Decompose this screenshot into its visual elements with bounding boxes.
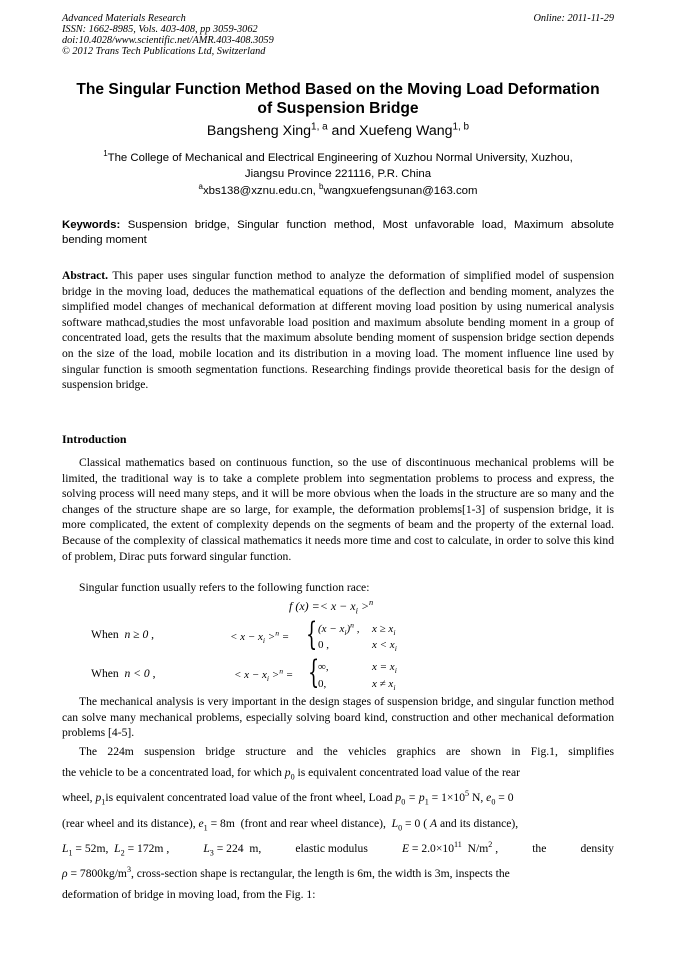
affiliation <box>62 150 614 182</box>
email-a[interactable]: xbs138@xznu.edu.cn, <box>202 185 319 197</box>
email-a-marker: a <box>198 182 203 192</box>
case-condition-1: When n ≥ 0 , <box>91 628 155 641</box>
journal-name: Advanced Materials Research <box>62 13 186 24</box>
intro-paragraph-4 <box>62 741 614 905</box>
author-1-marker: 1, a <box>311 121 328 133</box>
author-2-marker: 1, b <box>452 121 470 133</box>
title-line-2: of Suspension Bridge <box>257 100 419 117</box>
copyright-line: © 2012 Trans Tech Publications Ltd, Switzerland <box>62 46 266 57</box>
author-1: Bangsheng Xing <box>206 123 312 139</box>
case-1-brace: { <box>306 615 318 653</box>
case-1-row-1-condition: $x \ge x_i$ <box>372 623 396 638</box>
section-heading-introduction: Introduction <box>62 432 127 446</box>
author-2: Xuefeng Wang <box>359 123 453 139</box>
p4-line-3: wheel, $p_1is$ equivalent concentrated load value of the front wheel, Load $p_0 = p_1 = 1\times 10^5$ N, $e_0 = 0$ <box>62 789 514 807</box>
p4-line-7: deformation of bridge in moving load, from the Fig. 1: <box>62 888 316 902</box>
case-condition-2: When n < 0 , <box>91 667 156 680</box>
case-1-lhs: < $x - x_i >^n$ = <box>230 628 290 646</box>
email-b[interactable]: wangxuefengsunan@163.com <box>323 185 478 197</box>
case-2-lhs: < $x - x_i >^n$ = <box>234 666 294 684</box>
case-1-row-2-condition: $x < x_i$ <box>372 639 397 654</box>
case-1-row-1-value: $(x - x_i)^n$ , <box>318 620 360 638</box>
abstract-text: This paper uses singular function method to analyze the deformation of simplified model of suspension bridge in the moving load, deduces the mathematical equations of the deflection and bending moment, analyzes the simplified model changes of mechanical deformation at different moving load position by using numerical analysis software mathcad,studies the most unfavorable load position and maximum absolute bending moment in a group of concentrated load, gets the results that the maximum absolute bending moment of suspension bridge section depends on the size of the load, mobile location and its distribution in a moving load. The moment influence line used by singular function is smooth segmentation functions. Researching findings provide theoretical basis for the design of suspension bridge. <box>62 269 614 392</box>
abstract <box>62 268 614 393</box>
p4-line-4: (rear wheel and its distance), $e_1 = 8m$ (front and rear wheel distance), $L_0 = 0$ ( A and its distance), <box>62 816 519 832</box>
intro-paragraph-1: Classical mathematics based on continuous function, so the use of discontinuous mechanical problems will be limited, the traditional way is to take a complete problem into segmentation problems to process and express, the solving process will need many steps, and it will be more obvious when the loads in the structure are so many and the changes of the structure shape are so large, for example, the deformation problems[1-3] of suspension bridge, it is more complicated, the extent of complexity depends on the segments of beam and the property of the external load. Because of the complexity of classical mathematics it needs more time and cost to calculate, in order to solve this kind of problem, Dirac puts forward singular function. <box>62 456 614 563</box>
case-2-row-2-value: 0, <box>318 678 327 690</box>
abstract-label: Abstract. <box>62 269 109 282</box>
case-2-row-2-condition: $x \ne x_i$ <box>372 678 396 693</box>
online-date: Online: 2011-11-29 <box>533 13 614 24</box>
author-emails <box>62 182 614 197</box>
affiliation-line-2: Jiangsu Province 221116, P.R. China <box>244 168 432 180</box>
case-2-row-1-value: ∞, <box>318 661 329 673</box>
issn-line: ISSN: 1662-8985, Vols. 403-408, pp 3059-3062 <box>62 24 258 35</box>
author-separator: and <box>327 123 360 139</box>
p4-line-6: $\rho = 7800kg/m^3$, cross-section shape is rectangular, the length is 6m, the width is 3m, inspects the <box>62 865 510 881</box>
intro-paragraph-2: Singular function usually refers to the following function race: <box>79 581 370 594</box>
p4-line-1: The 224m suspension bridge structure and the vehicles graphics are shown in Fig.1, simplifies <box>79 745 614 758</box>
keywords <box>62 218 614 247</box>
p4-line-5: $L_1 = 52m$, $L_2 = 172m$ , $L_3 = 224$ m, elastic modulus $E = 2.0\times 10^{11}$ $N/m^2$ , the density <box>62 840 614 858</box>
keywords-text: Suspension bridge, Singular function method, Most unfavorable load, Maximum absolute bending moment <box>62 219 614 246</box>
author-list <box>62 123 614 139</box>
intro-paragraph-3: The mechanical analysis is very important in the design stages of suspension bridge, and singular function method can solve many mechanical problems, especially solving board kind, construction and other mechanical deformation problems [4-5]. <box>62 695 614 740</box>
affiliation-marker: 1 <box>103 149 108 159</box>
doi-line: doi:10.4028/www.scientific.net/AMR.403-408.3059 <box>62 35 274 46</box>
journal-header <box>62 13 614 57</box>
email-b-marker: b <box>319 182 324 192</box>
paper-title <box>62 80 614 118</box>
case-2-brace: { <box>308 653 320 691</box>
case-2-row-1-condition: $x = x_i$ <box>372 661 397 676</box>
affiliation-line-1: The College of Mechanical and Electrical Engineering of Xuzhou Normal University, Xuzhou, <box>107 152 573 164</box>
title-line-1: The Singular Function Method Based on the Moving Load Deformation <box>76 81 600 98</box>
p4-line-2: the vehicle to be a concentrated load, for which $p_0$ is equivalent concentrated load value of the rear <box>62 766 520 782</box>
case-1-row-2-value: 0 , <box>318 639 329 651</box>
singular-function-formula: f $(x) =< x - x_i >^n$ <box>289 598 374 616</box>
keywords-label: Keywords: <box>62 219 121 231</box>
